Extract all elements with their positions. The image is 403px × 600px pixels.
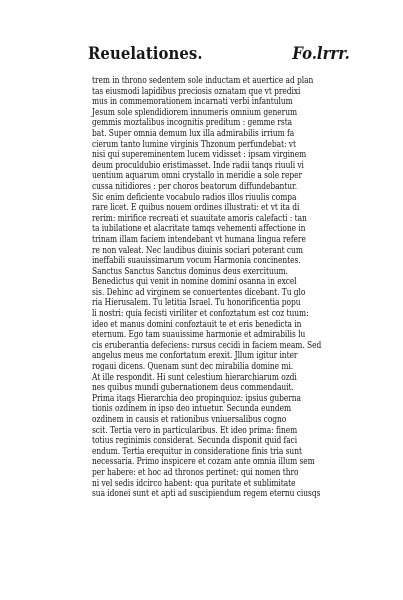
- text-line: Sanctus Sanctus Sanctus dominus deus exercituum.: [92, 266, 288, 277]
- text-line: uentium aquarum omni crystallo in meridie a sole reper: [92, 171, 303, 182]
- text-line: Sic enim deficiente vocabulo radios illos riuulis compa: [92, 192, 297, 203]
- running-title: Reuelationes.: [88, 44, 203, 63]
- text-line: nes quibus mundi gubernationem deus commendauit.: [92, 383, 294, 394]
- text-line: re non valeat. Nec laudibus diuinis sociari poterant cum: [92, 245, 303, 256]
- text-line: sis. Dehinc ad virginem se conuertentes dicebant. Tu glo: [92, 287, 306, 298]
- text-line: scit. Tertia vero in particularibus. Et ideo prima: finem: [92, 425, 298, 436]
- text-line: ineffabili suauissimarum vocum Harmonia concinentes.: [92, 256, 301, 267]
- text-line: per habere: et hoc ad thronos pertinet: qui nomen thro: [92, 467, 299, 478]
- text-line: nisi qui supereminentem lucem vidisset : ipsam virginem: [92, 150, 307, 161]
- text-line: endum. Tertia erequitur in consideratione finis tria sunt: [92, 446, 302, 457]
- text-line: totius reginimis considerat. Secunda disponit quid faci: [92, 436, 298, 447]
- text-line: cis eruberantia defeciens: rursus cecidi in faciem meam. Sed: [92, 340, 322, 351]
- text-line: bat. Super omnia demum lux illa admirabilis irrium fa: [92, 128, 295, 139]
- text-line: deum proculdubio eristimasset. Inde radii tanqs riuuli vi: [92, 160, 304, 171]
- text-line: tas eiusmodi lapidibus preciosis oznatam que vt predixi: [92, 86, 301, 97]
- text-line: ideo et manus domini confoztauit te et eris benedicta in: [92, 319, 302, 330]
- body-text: [92, 76, 346, 500]
- text-line: ria Hierusalem. Tu letitia Israel. Tu honorificentia popu: [92, 298, 301, 309]
- text-line: rare licet. E quibus nouem ordines illustrati: et vt ita di: [92, 203, 300, 214]
- text-line: Benedictus qui venit in nomine domini osanna in excel: [92, 277, 297, 288]
- text-line: trinam illam faciem intendebant vt humana lingua refere: [92, 234, 306, 245]
- folio-number: Fo.lrrr.: [292, 44, 350, 63]
- page-header: [88, 44, 350, 70]
- text-line: li nostri: quia fecisti viriliter et confoztatum est coz tuum:: [92, 309, 309, 320]
- text-line: necessaria. Primo inspicere et cozam ante omnia illum sem: [92, 457, 315, 468]
- text-line: trem in throno sedentem sole inductam et auertice ad plan: [92, 76, 314, 86]
- text-line: eternum. Ego tam suauissime harmonie et admirabilis lu: [92, 330, 306, 341]
- text-line: cussa nitidiores : per choros beatorum diffundebantur.: [92, 181, 298, 192]
- text-line: ta iubilatione et alacritate tamqs vehementi affectione in: [92, 224, 306, 235]
- text-line: sua idonei sunt et apti ad suscipiendum regem eternu ciusqs: [92, 489, 321, 500]
- text-line: gemmis moztalibus incognitis preditum : gemme rsta: [92, 118, 293, 129]
- text-line: ni vel sedis idcirco habent: qua puritate et sublimitate: [92, 478, 296, 489]
- text-line: cierum tanto lumine virginis Thzonum perfundebat: vt: [92, 139, 296, 150]
- text-line: rogaui dicens. Quenam sunt dec mirabilia domine mi.: [92, 362, 294, 373]
- text-line: Jesum sole splendidiorem innumeris omnium generum: [92, 107, 298, 118]
- text-line: tionis ozdinem in ipso deo intuetur. Secunda eundem: [92, 404, 292, 415]
- text-line: ozdinem in causis et rationibus vniuersalibus cogno: [92, 415, 287, 425]
- text-line: rerim: mirifice recreati et suauitate amoris calefacti : tan: [92, 213, 307, 224]
- text-line: mus in commemorationem incarnati verbi infantulum: [92, 97, 293, 108]
- text-line: Prima itaqs Hierarchia deo propinquioz: ipsius guberna: [92, 393, 301, 404]
- text-line: angelus meus me confortatum erexit. Jllum igitur inter: [92, 351, 298, 362]
- text-line: At ille respondit. Hi sunt celestium hierarchiarum ozdi: [92, 372, 297, 383]
